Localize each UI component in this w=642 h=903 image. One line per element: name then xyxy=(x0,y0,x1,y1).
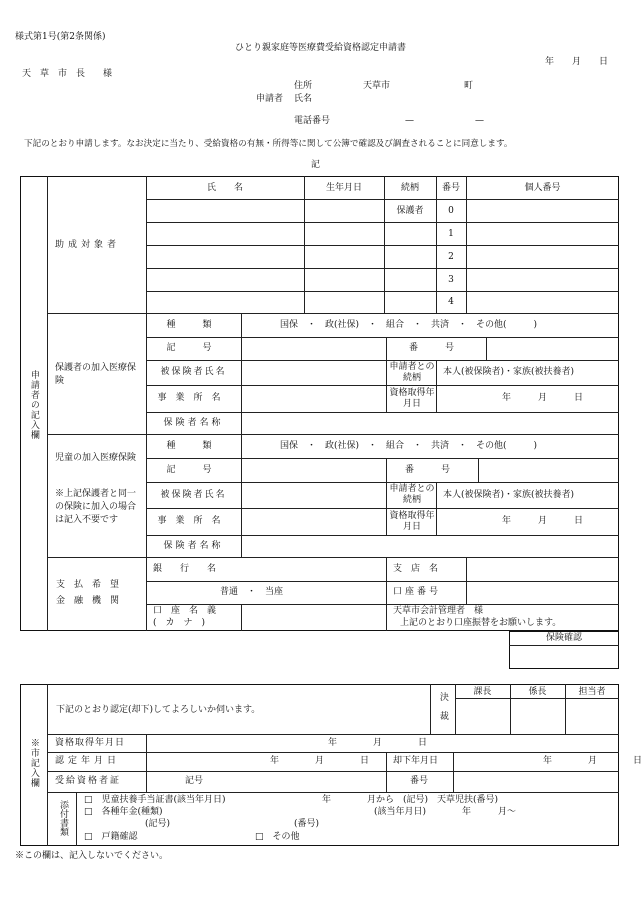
col-personal-id: 個人番号 xyxy=(524,183,561,193)
g-number-label: 番 号 xyxy=(408,343,463,353)
cert-date: 年 月 日 xyxy=(270,756,370,766)
g-type-options[interactable]: 国保 ・ 政(社保) ・ 組合 ・ 共済 ・ その他( ) xyxy=(280,320,538,330)
c-acq-date[interactable]: 年 月 日 xyxy=(502,516,584,526)
account-number-label: 口座番号 xyxy=(393,587,442,597)
city-acq-date-label: 資格取得年月日 xyxy=(55,738,126,748)
c-type-options[interactable]: 国保 ・ 政(社保) ・ 組合 ・ 共済 ・ その他( ) xyxy=(280,441,538,451)
footer-note: ※この欄は、記入しないでください。 xyxy=(15,851,169,861)
ki-mark: 記 xyxy=(311,160,321,170)
bank-name-label: 銀 行 名 xyxy=(153,564,217,574)
insurance-confirm-label: 保険確認 xyxy=(545,633,582,643)
row-number: 2 xyxy=(448,252,454,262)
consent-statement: 下記のとおり申請します。なお決定に当たり、受給資格の有無・所得等に関して公簿で確認及び調査されることに同意します。 xyxy=(24,139,513,149)
col-name: 氏 名 xyxy=(206,183,243,193)
row-number: 0 xyxy=(448,206,454,216)
attachment-family-register[interactable]: □ 戸籍確認 xyxy=(84,832,138,842)
phone-label: 電話番号 xyxy=(294,116,331,126)
staff-label: 担当者 xyxy=(578,687,606,697)
g-relation-options[interactable]: 本人(被保険者)・家族(被扶養者) xyxy=(443,367,575,377)
address-label: 住所 xyxy=(294,81,313,91)
branch-label: 支 店 名 xyxy=(393,564,439,574)
g-acq-date[interactable]: 年 月 日 xyxy=(502,393,584,403)
phone-separator: — xyxy=(405,116,414,126)
subsection-chief-label: 係長 xyxy=(528,687,547,697)
cert-symbol-label: 記号 xyxy=(185,776,204,786)
c-relation-options[interactable]: 本人(被保険者)・家族(被扶養者) xyxy=(443,490,575,500)
c-acq-label: 資格取得年月日 xyxy=(389,511,435,532)
reject-date: 年 月 日 xyxy=(543,756,642,766)
c-symbol-label: 記 号 xyxy=(166,465,221,475)
treasurer-addressee: 天草市会計管理者 様 xyxy=(393,606,484,616)
c-number-label: 番 号 xyxy=(404,465,459,475)
bank-section-label: 支 払 希 望 xyxy=(56,580,120,590)
attachment-pension-number: (番号) xyxy=(294,819,320,829)
row-number: 4 xyxy=(448,297,454,307)
child-insurance-label: 児童の加入医療保険 xyxy=(55,453,137,463)
attachment-pension[interactable]: □ 各種年金(種類) xyxy=(84,807,163,817)
attachment-pension-detail: (該当年月日) 年 月～ xyxy=(374,807,517,817)
decision-label: 決裁 xyxy=(437,692,448,730)
g-insured-label: 被保険者氏名 xyxy=(160,367,227,377)
city-acq-date: 年 月 日 xyxy=(328,738,428,748)
col-birthdate: 生年月日 xyxy=(325,183,362,193)
addressee: 天 草 市 長 様 xyxy=(22,69,113,79)
applicant-label: 申請者 xyxy=(256,94,284,104)
form-number: 様式第1号(第2条関係) xyxy=(15,32,106,42)
c-relation-label: 申請者との続柄 xyxy=(389,484,435,505)
guardian-insurance-label: 保護者の加入医療保険 xyxy=(55,363,137,386)
name-label: 氏名 xyxy=(294,94,313,104)
address-town: 町 xyxy=(464,81,474,91)
guardian-relation: 保護者 xyxy=(396,206,424,216)
application-date[interactable]: 年 月 日 xyxy=(545,57,609,67)
transfer-request: 上記のとおり口座振替をお願いします。 xyxy=(400,618,562,628)
form-title: ひとり親家庭等医療費受給資格認定申請書 xyxy=(235,43,407,53)
c-insurer-label: 保険者名称 xyxy=(163,541,224,551)
attachment-child-support-detail: 年 月から (記号) 天草児扶(番号) xyxy=(322,795,499,805)
cert-date-label: 認定年月日 xyxy=(55,756,121,766)
g-office-label: 事業所名 xyxy=(157,393,230,403)
g-relation-label: 申請者との続柄 xyxy=(389,362,435,383)
city-side-label: ※市記入欄 xyxy=(28,738,39,788)
subject-label: 助成対象者 xyxy=(55,240,121,250)
col-number: 番号 xyxy=(441,183,460,193)
attachment-pension-symbol: (記号) xyxy=(145,819,171,829)
c-insured-label: 被保険者氏名 xyxy=(160,490,227,500)
approval-text: 下記のとおり認定(却下)してよろしいか伺います。 xyxy=(56,705,261,715)
g-insurer-label: 保険者名称 xyxy=(163,418,224,428)
c-office-label: 事業所名 xyxy=(157,516,230,526)
reject-date-label: 却下年月日 xyxy=(393,756,439,766)
attachment-child-support[interactable]: □ 児童扶養手当証書(該当年月日) xyxy=(84,795,226,805)
bank-section-label: 金 融 機 関 xyxy=(56,596,120,606)
attachments-label: 添付書類 xyxy=(58,800,68,836)
applicant-side-label: 申請者の記入欄 xyxy=(28,370,39,440)
row-number: 3 xyxy=(448,275,454,285)
g-symbol-label: 記 号 xyxy=(166,343,221,353)
account-holder-label: 口 座 名 義 xyxy=(153,606,217,616)
c-type-label: 種 類 xyxy=(166,441,221,451)
cert-holder-label: 受給資格者証 xyxy=(55,776,122,786)
account-holder-kana: ( カ ナ ) xyxy=(153,618,206,628)
cert-number-label: 番号 xyxy=(410,776,429,786)
account-type[interactable]: 普通 ・ 当座 xyxy=(220,587,284,597)
col-relation: 続柄 xyxy=(400,183,419,193)
g-type-label: 種 類 xyxy=(166,320,221,330)
address-city: 天草市 xyxy=(363,81,391,91)
child-insurance-note: ※上記保護者と同一の保険に加入の場合は記入不要です xyxy=(55,489,137,525)
attachment-other[interactable]: □ その他 xyxy=(255,832,300,842)
g-acq-label: 資格取得年月日 xyxy=(389,388,435,409)
row-number: 1 xyxy=(448,229,454,239)
phone-separator: — xyxy=(475,116,484,126)
section-chief-label: 課長 xyxy=(473,687,492,697)
